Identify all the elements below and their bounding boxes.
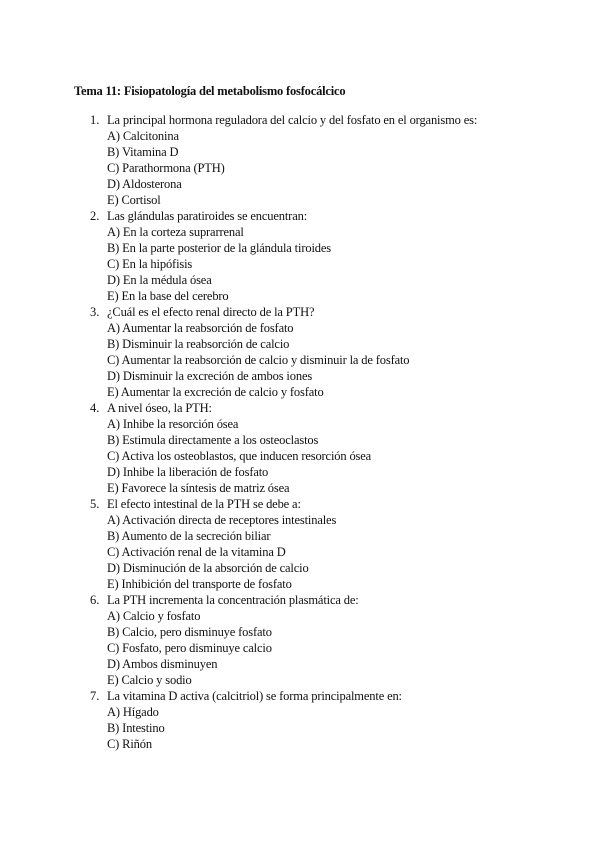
question-text: ¿Cuál es el efecto renal directo de la PTH?: [107, 305, 315, 319]
question-number: 1.: [90, 113, 100, 127]
question-line: [0, 592, 600, 608]
question-list: [0, 112, 600, 752]
answer-option: C) En la hipófisis: [107, 257, 193, 271]
answer-option: B) Intestino: [107, 721, 165, 735]
answer-option: A) Aumentar la reabsorción de fosfato: [107, 321, 294, 335]
question-number: 3.: [90, 305, 100, 319]
answer-option: A) Calcitonina: [107, 129, 179, 143]
question-6: [0, 592, 600, 688]
answer-option: D) En la médula ósea: [107, 273, 212, 287]
answer-option: B) Calcio, pero disminuye fosfato: [107, 625, 272, 639]
answer-option: A) En la corteza suprarrenal: [107, 225, 244, 239]
answer-option: E) Favorece la síntesis de matriz ósea: [107, 481, 290, 495]
question-line: [0, 112, 600, 128]
question-number: 6.: [90, 593, 100, 607]
answer-option: D) Ambos disminuyen: [107, 657, 218, 671]
question-text: A nivel óseo, la PTH:: [107, 401, 212, 415]
answer-option: B) En la parte posterior de la glándula tiroides: [107, 241, 331, 255]
answer-option: D) Disminuir la excreción de ambos iones: [107, 369, 313, 383]
question-text: Las glándulas paratiroides se encuentran:: [107, 209, 308, 223]
answer-option: B) Disminuir la reabsorción de calcio: [107, 337, 290, 351]
answer-option: D) Aldosterona: [107, 177, 182, 191]
question-text: La PTH incrementa la concentración plasmática de:: [107, 593, 359, 607]
question-2: [0, 208, 600, 304]
option-list: [0, 416, 600, 496]
answer-option: D) Disminución de la absorción de calcio: [107, 561, 309, 575]
document-title: Tema 11: Fisiopatología del metabolismo fosfocálcico: [74, 84, 346, 98]
answer-option: E) Inhibición del transporte de fosfato: [107, 577, 292, 591]
question-7: [0, 688, 600, 752]
answer-option: C) Parathormona (PTH): [107, 161, 225, 175]
option-list: [0, 224, 600, 304]
question-text: El efecto intestinal de la PTH se debe a:: [107, 497, 301, 511]
question-text: La principal hormona reguladora del calcio y del fosfato en el organismo es:: [107, 113, 478, 127]
option-list: [0, 608, 600, 688]
option-list: [0, 128, 600, 208]
question-text: La vitamina D activa (calcitriol) se forma principalmente en:: [107, 689, 402, 703]
answer-option: B) Vitamina D: [107, 145, 179, 159]
option-list: [0, 704, 600, 752]
answer-option: C) Fosfato, pero disminuye calcio: [107, 641, 272, 655]
answer-option: C) Riñón: [107, 737, 152, 751]
question-number: 4.: [90, 401, 100, 415]
question-line: [0, 208, 600, 224]
question-line: [0, 496, 600, 512]
question-1: [0, 112, 600, 208]
answer-option: E) Cortisol: [107, 193, 161, 207]
answer-option: B) Aumento de la secreción biliar: [107, 529, 271, 543]
answer-option: A) Calcio y fosfato: [107, 609, 201, 623]
question-number: 5.: [90, 497, 100, 511]
answer-option: C) Aumentar la reabsorción de calcio y disminuir la de fosfato: [107, 353, 410, 367]
question-number: 7.: [90, 689, 100, 703]
question-number: 2.: [90, 209, 100, 223]
option-list: [0, 320, 600, 400]
question-4: [0, 400, 600, 496]
answer-option: A) Hígado: [107, 705, 159, 719]
answer-option: E) En la base del cerebro: [107, 289, 229, 303]
question-3: [0, 304, 600, 400]
answer-option: E) Aumentar la excreción de calcio y fosfato: [107, 385, 324, 399]
option-list: [0, 512, 600, 592]
question-line: [0, 688, 600, 704]
answer-option: A) Inhibe la resorción ósea: [107, 417, 239, 431]
answer-option: E) Calcio y sodio: [107, 673, 192, 687]
answer-option: D) Inhibe la liberación de fosfato: [107, 465, 269, 479]
answer-option: C) Activa los osteoblastos, que inducen resorción ósea: [107, 449, 372, 463]
answer-option: A) Activación directa de receptores intestinales: [107, 513, 337, 527]
question-line: [0, 304, 600, 320]
answer-option: C) Activación renal de la vitamina D: [107, 545, 286, 559]
answer-option: B) Estimula directamente a los osteoclastos: [107, 433, 319, 447]
question-5: [0, 496, 600, 592]
question-line: [0, 400, 600, 416]
